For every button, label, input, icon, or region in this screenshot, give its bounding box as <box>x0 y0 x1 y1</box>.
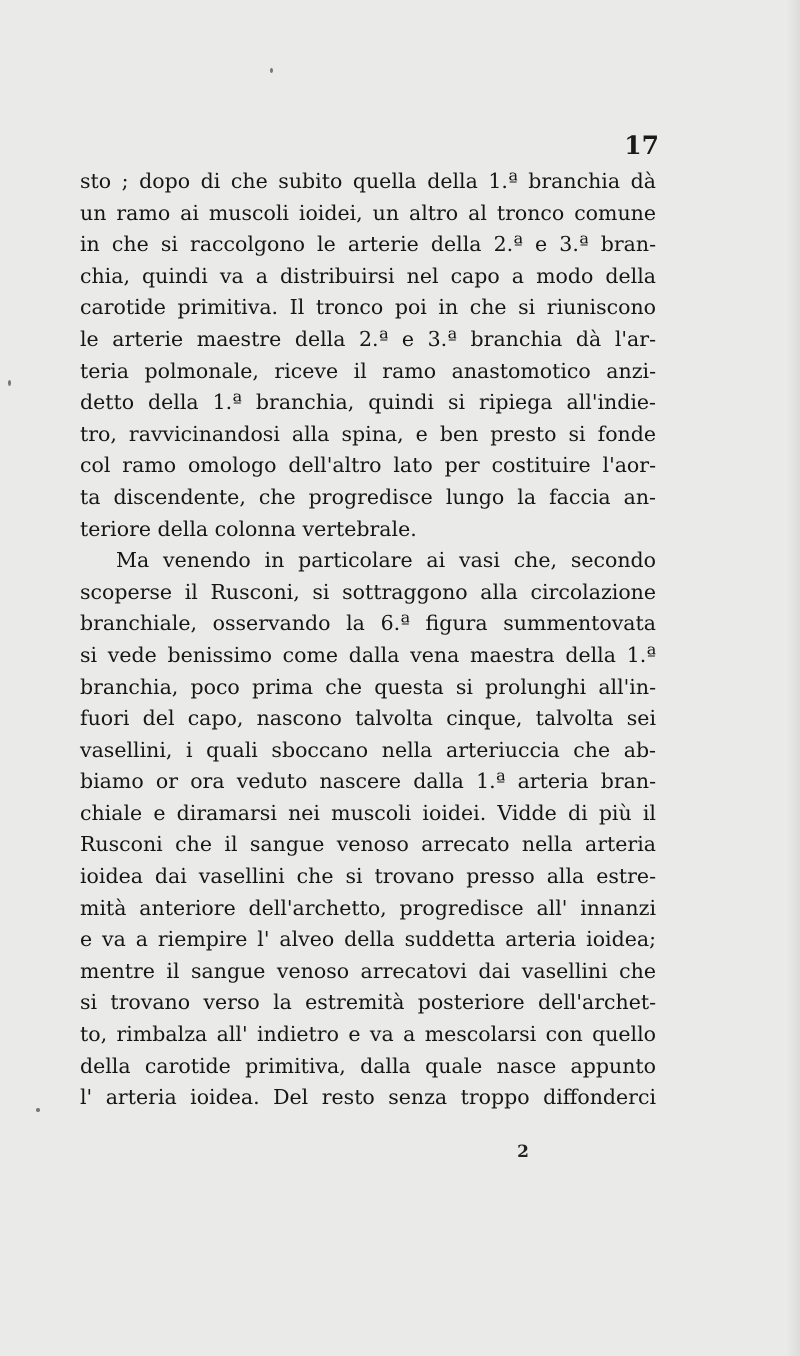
text-line: e va a riempire l' alveo della suddetta arteria ioidea; <box>80 927 656 952</box>
body-text <box>80 166 656 1114</box>
text-line: col ramo omologo dell'altro lato per costituire l'aor- <box>80 453 656 478</box>
text-line: detto della 1.ª branchia, quindi si ripiega all'indie- <box>80 390 656 415</box>
text-line: chia, quindi va a distribuirsi nel capo a modo della <box>80 263 656 288</box>
text-line: teriore della colonna vertebrale. <box>80 516 417 541</box>
paragraph-first-line: Ma venendo in particolare ai vasi che, secondo <box>116 548 656 573</box>
page-number: 17 <box>624 131 659 160</box>
text-line: to, rimbalza all' indietro e va a mescolarsi con quello <box>80 1022 656 1047</box>
text-line: mentre il sangue venoso arrecatovi dai vasellini che <box>80 958 656 983</box>
page-edge-shadow <box>786 0 800 1356</box>
text-line: Rusconi che il sangue venoso arrecato nella arteria <box>80 832 656 857</box>
text-line: biamo or ora veduto nascere dalla 1.ª arteria bran- <box>80 769 656 794</box>
text-line: in che si raccolgono le arterie della 2.ª e 3.ª bran- <box>80 232 656 257</box>
text-line: branchiale, osservando la 6.ª figura summentovata <box>80 611 656 636</box>
text-line: tro, ravvicinandosi alla spina, e ben presto si fonde <box>80 421 656 446</box>
text-line: mità anteriore dell'archetto, progredisce all' innanzi <box>80 895 656 920</box>
paper-speck <box>270 68 273 73</box>
paper-speck <box>8 380 11 386</box>
text-line: chiale e diramarsi nei muscoli ioidei. Vidde di più il <box>80 800 656 825</box>
text-line: ta discendente, che progredisce lungo la faccia an- <box>80 484 656 509</box>
text-line: fuori del capo, nascono talvolta cinque, talvolta sei <box>80 706 656 731</box>
text-line: scoperse il Rusconi, si sottraggono alla circolazione <box>80 579 656 604</box>
text-line: branchia, poco prima che questa si prolunghi all'in- <box>80 674 656 699</box>
text-line: carotide primitiva. Il tronco poi in che si riuniscono <box>80 295 656 320</box>
text-line: si trovano verso la estremità posteriore dell'archet- <box>80 990 656 1015</box>
text-line: ioidea dai vasellini che si trovano presso alla estre- <box>80 864 656 889</box>
text-line: vasellini, i quali sboccano nella arteriuccia che ab- <box>80 737 656 762</box>
signature-mark: 2 <box>517 1142 529 1162</box>
text-line: teria polmonale, riceve il ramo anastomotico anzi- <box>80 358 656 383</box>
text-line: un ramo ai muscoli ioidei, un altro al tronco comune <box>80 200 656 225</box>
text-line: si vede benissimo come dalla vena maestra della 1.ª <box>80 642 656 667</box>
text-line: sto ; dopo di che subito quella della 1.ª branchia dà <box>80 169 656 193</box>
text-line: l' arteria ioidea. Del resto senza troppo diffonderci <box>80 1085 656 1110</box>
text-line: della carotide primitiva, dalla quale nasce appunto <box>80 1053 656 1078</box>
text-line: le arterie maestre della 2.ª e 3.ª branchia dà l'ar- <box>80 326 656 351</box>
paper-speck <box>36 1108 40 1112</box>
